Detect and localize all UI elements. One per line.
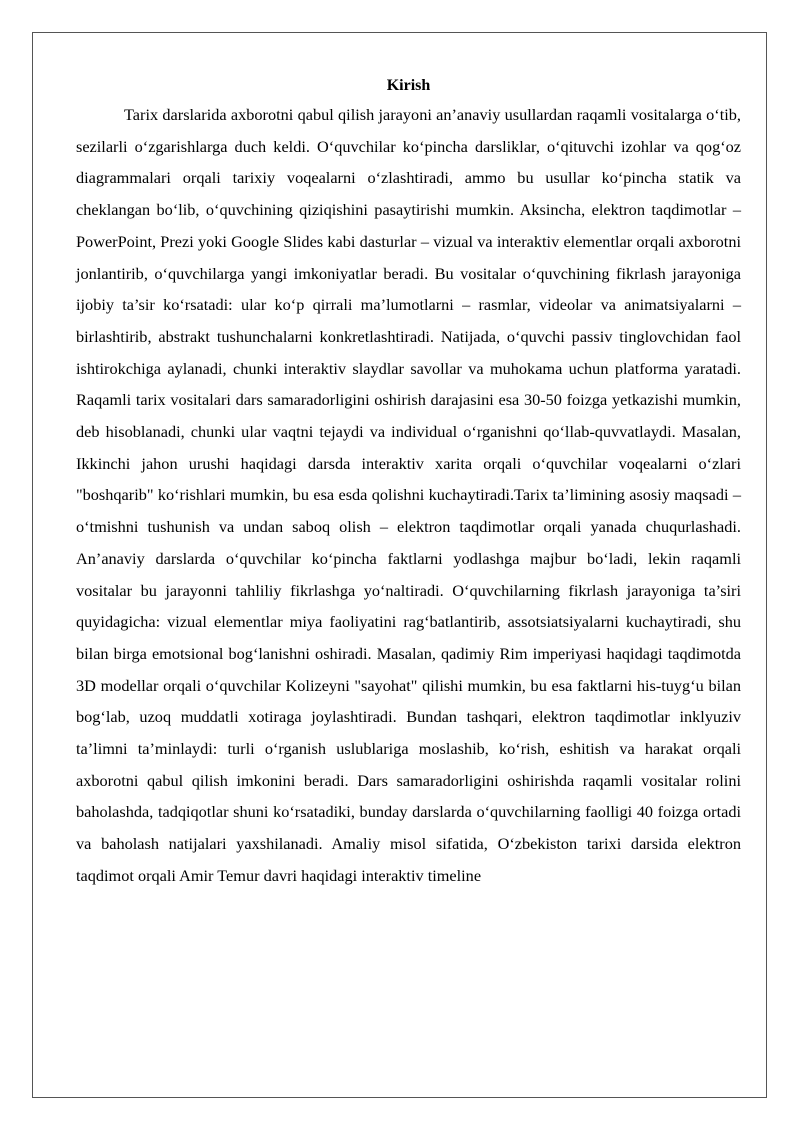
document-title: Kirish xyxy=(386,77,431,94)
document-body xyxy=(76,76,741,892)
body-paragraph: Tarix darslarida axborotni qabul qilish jarayoni an’anaviy usullardan raqamli vositalarga o‘tib, sezilarli o‘zgarishlarga duch keldi. O‘quvchilar ko‘pincha darsliklar, o‘qituvchi izohlar va qog‘oz diagrammalari orqali tarixiy voqealarni o‘zlashtiradi, ammo bu usullar ko‘pincha statik va cheklangan bo‘lib, o‘quvchining qiziqishini pasaytirishi mumkin. Aksincha, elektron taqdimotlar – PowerPoint, Prezi yoki Google Slides kabi dasturlar – vizual va interaktiv elementlar orqali axborotni jonlantirib, o‘quvchilarga yangi imkoniyatlar beradi. Bu vositalar o‘quvchining fikrlash jarayoniga ijobiy ta’sir ko‘rsatadi: ular ko‘p qirrali ma’lumotlarni – rasmlar, videolar va animatsiyalarni – birlashtirib, abstrakt tushunchalarni konkretlashtiradi. Natijada, o‘quvchi passiv tinglovchidan faol ishtirokchiga aylanadi, chunki interaktiv slaydlar savollar va muhokama uchun platforma yaratadi. Raqamli tarix vositalari dars samaradorligini oshirish darajasini esa 30-50 foizga yetkazishi mumkin, deb hisoblanadi, chunki ular vaqtni tejaydi va individual o‘rganishni qo‘llab-quvvatlaydi. Masalan, Ikkinchi jahon urushi haqidagi darsda interaktiv xarita orqali o‘quvchilar voqealarni o‘zlari "boshqarib" ko‘rishlari mumkin, bu esa esda qolishni kuchaytiradi.Tarix ta’limining asosiy maqsadi – o‘tmishni tushunish va undan saboq olish – elektron taqdimotlar orqali yanada chuqurlashadi. An’anaviy darslarda o‘quvchilar ko‘pincha faktlarni yodlashga majbur bo‘ladi, lekin raqamli vositalar bu jarayonni tahliliy fikrlashga yo‘naltiradi. O‘quvchilarning fikrlash jarayoniga ta’siri quyidagicha: vizual elementlar miya faoliyatini rag‘batlantirib, assotsiatsiyalarni kuchaytiradi, shu bilan birga emotsional bog‘lanishni oshiradi. Masalan, qadimiy Rim imperiyasi haqidagi taqdimotda 3D modellar orqali o‘quvchilar Kolizeyni "sayohat" qilishi mumkin, bu esa faktlarni his-tuyg‘u bilan bog‘lab, uzoq muddatli xotiraga joylashtiradi. Bundan tashqari, elektron taqdimotlar inklyuziv ta’limni ta’minlaydi: turli o‘rganish uslublariga moslashib, ko‘rish, eshitish va harakat orqali axborotni qabul qilish imkonini beradi. Dars samaradorligini oshirishda raqamli vositalar rolini baholashda, tadqiqotlar shuni ko‘rsatadiki, bunday darslarda o‘quvchilarning faolligi 40 foizga ortadi va baholash natijalari yaxshilanadi. Amaliy misol sifatida, O‘zbekiston tarixi darsida elektron taqdimot orqali Amir Temur davri haqidagi interaktiv timeline xyxy=(76,105,741,885)
